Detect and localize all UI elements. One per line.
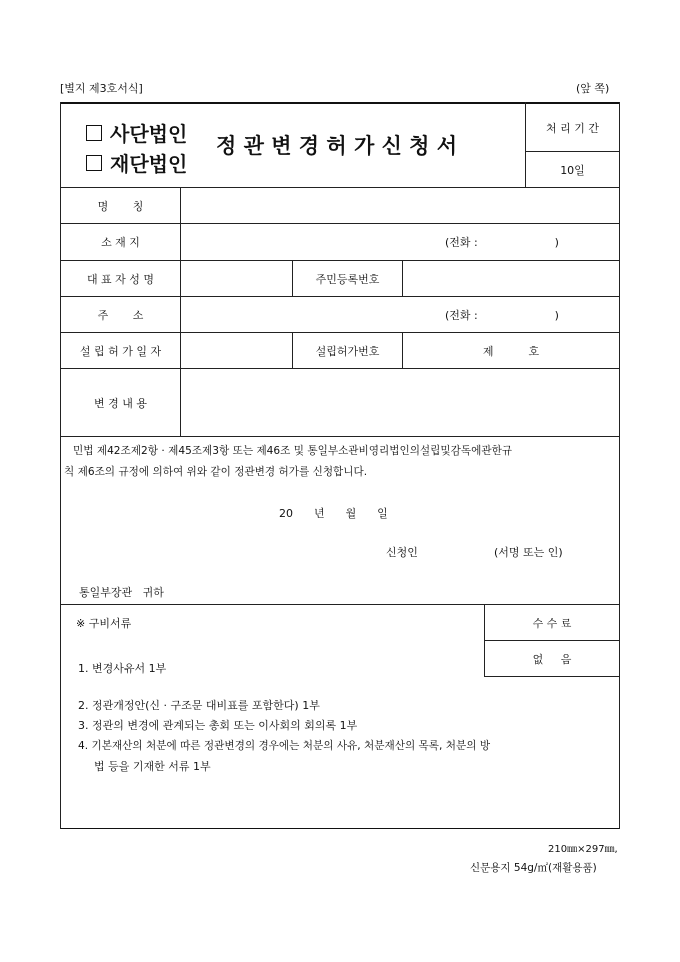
paper-type: 신문용지 54g/㎡(재활용품) [470,862,597,874]
approval-date-label: 설 립 허 가 일 자 [79,344,162,358]
documents-header: ※ 구비서류 [76,617,132,630]
document-item-1: 1. 변경사유서 1부 [78,662,167,675]
rep-name-input[interactable] [181,261,292,296]
page-side: (앞 쪽) [576,82,610,95]
statement-line-1: 민법 제42조제2항 · 제45조제3항 또는 제46조 및 통일부소관비영리법인의설립및감독에관한규 [73,445,513,457]
processing-period-label: 처 리 기 간 [546,121,599,135]
change-content-input[interactable] [181,369,619,436]
approval-no-label: 설립허가번호 [315,344,380,358]
document-item-2: 2. 정관개정안(신 · 구조문 대비표를 포함한다) 1부 [78,699,320,712]
option-foundation-label: 재단법인 [110,152,188,176]
location-label: 소 재 지 [101,236,140,249]
resident-no-input[interactable] [403,261,619,296]
document-item-3: 3. 정관의 변경에 관계되는 총회 또는 이사회의 회의록 1부 [78,719,358,732]
location-phone[interactable]: (전화 : ) [445,236,559,249]
option-association[interactable] [86,118,187,147]
fee-bottom [484,676,620,677]
fee-label: 수 수 료 [532,616,572,630]
recipient: 통일부장관 귀하 [79,586,164,599]
name-input[interactable] [181,188,619,223]
approval-date-input[interactable] [181,333,292,368]
name-label: 명 칭 [97,199,144,213]
form-title: 정 관 변 경 허 가 신 청 서 [216,133,458,158]
fee-value: 없 음 [532,652,572,666]
address-input[interactable] [181,297,441,332]
option-association-label: 사단법인 [110,122,188,146]
form-bottom-border [60,828,620,829]
option-foundation[interactable] [86,148,187,177]
approval-no-value[interactable]: 제 호 [482,344,540,358]
paper-size: 210㎜×297㎜, [548,844,618,855]
document-item-4-cont: 법 등을 기재한 서류 1부 [94,760,211,773]
processing-period-value: 10일 [560,163,585,177]
checkbox-association[interactable] [86,125,102,141]
form-number: [별지 제3호서식] [60,82,143,95]
address-phone[interactable]: (전화 : ) [445,308,559,322]
statement-line-2: 칙 제6조의 규정에 의하여 위와 같이 정관변경 허가를 신청합니다. [64,466,368,478]
row-line [60,436,620,437]
form-right-border [619,102,620,829]
location-input[interactable] [181,224,441,260]
change-content-label: 변 경 내 용 [94,396,147,410]
resident-no-label: 주민등록번호 [315,272,380,286]
document-item-4: 4. 기본재산의 처분에 따른 정관변경의 경우에는 처분의 사유, 처분재산의 목록, 처분의 방 [78,740,491,752]
checkbox-foundation[interactable] [86,155,102,171]
applicant-label: 신청인 [386,546,418,559]
rep-name-label: 대 표 자 성 명 [86,272,155,286]
signature-field[interactable]: (서명 또는 인) [494,546,563,559]
application-date[interactable]: 20 년 월 일 [279,507,388,520]
address-label: 주 소 [97,308,144,322]
